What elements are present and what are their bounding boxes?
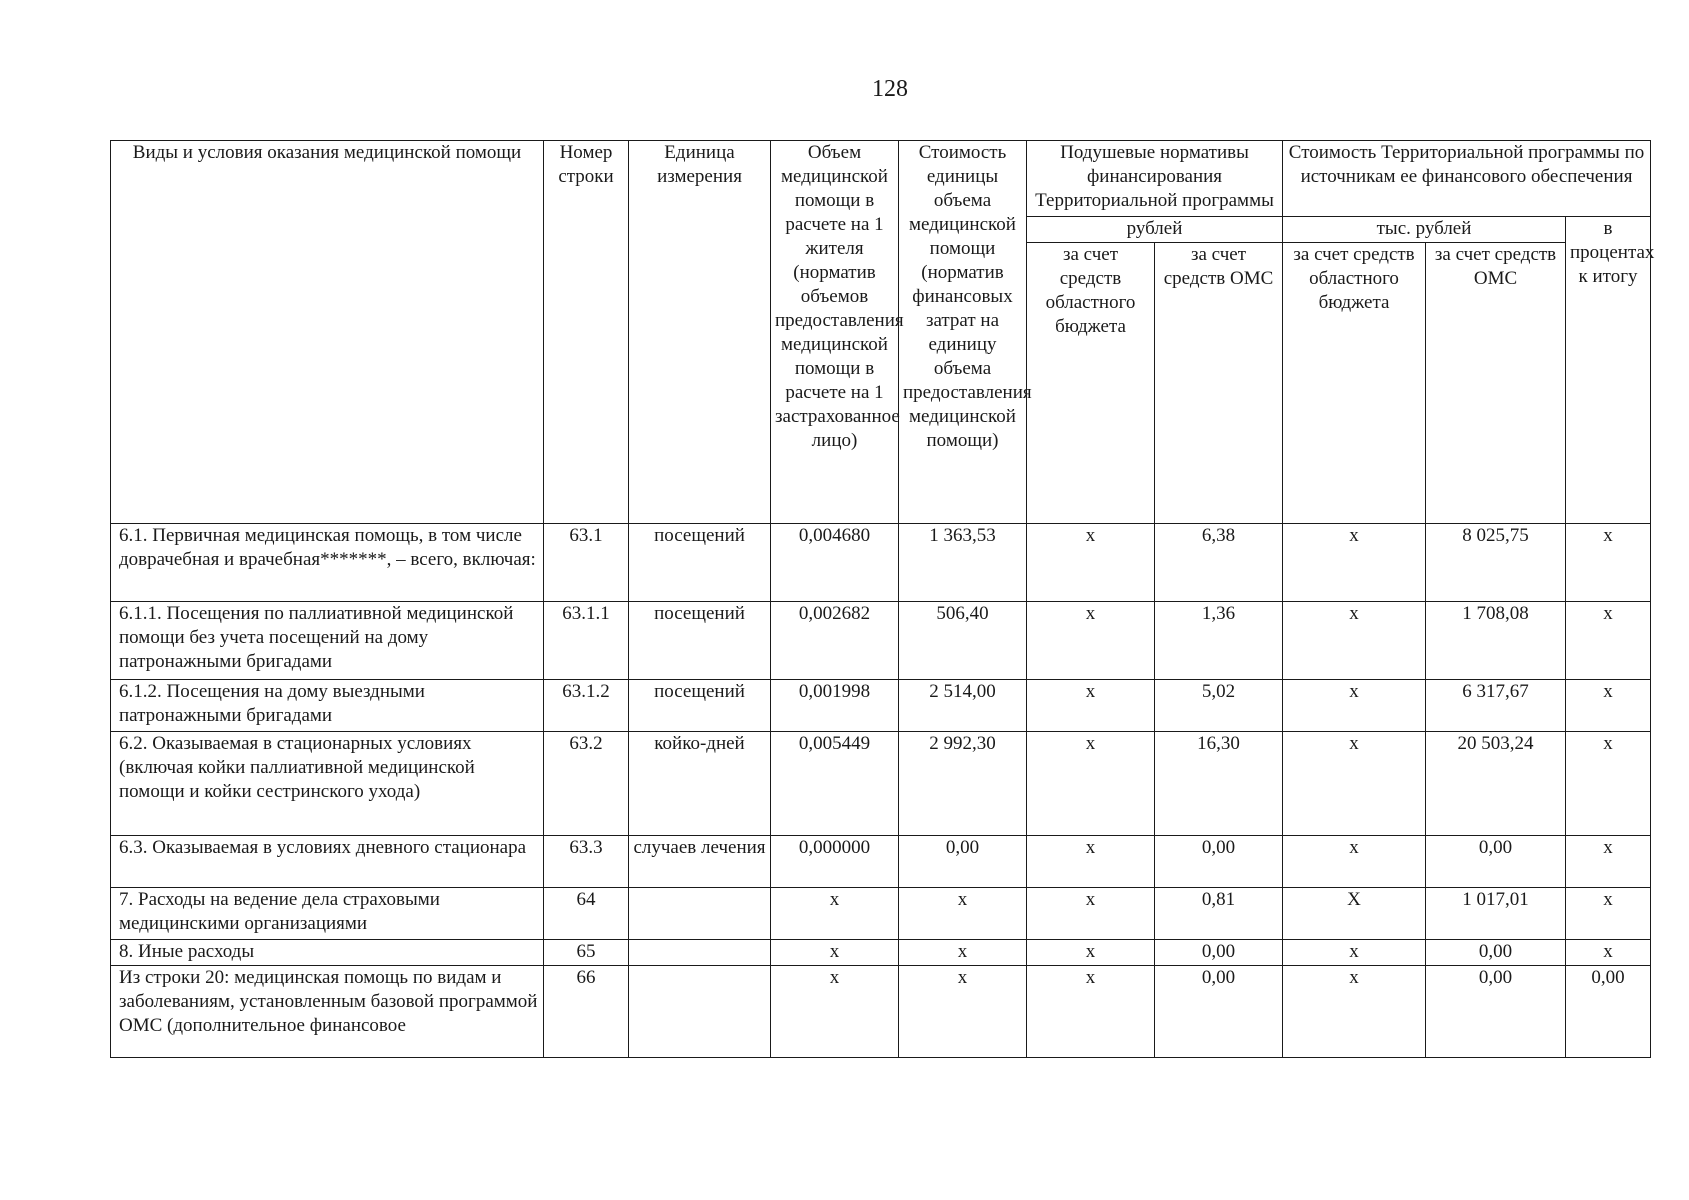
row-tot-budget: х (1283, 940, 1426, 966)
row-volume: 0,000000 (771, 836, 899, 888)
row-cost: 2 514,00 (899, 680, 1027, 732)
header-unit: Единица измерения (629, 141, 771, 524)
row-tot-budget: х (1283, 836, 1426, 888)
row-tot-budget: х (1283, 732, 1426, 836)
row-tot-oms: 8 025,75 (1426, 524, 1566, 602)
row-tot-budget: х (1283, 966, 1426, 1058)
header-tot-budget: за счет средств областного бюджета (1283, 243, 1426, 524)
row-percent: х (1566, 836, 1651, 888)
row-pc-oms: 16,30 (1155, 732, 1283, 836)
row-tot-budget: х (1283, 680, 1426, 732)
row-tot-oms: 1 017,01 (1426, 888, 1566, 940)
row-number: 64 (544, 888, 629, 940)
row-volume: 0,002682 (771, 602, 899, 680)
row-cost: х (899, 966, 1027, 1058)
row-percent: х (1566, 680, 1651, 732)
row-unit (629, 966, 771, 1058)
row-tot-oms: 6 317,67 (1426, 680, 1566, 732)
header-cost: Стоимость единицы объема медицинской помощи (норматив финансовых затрат на единицу объема предоставления медицинской помощи) (899, 141, 1027, 524)
row-pc-budget: х (1027, 732, 1155, 836)
row-volume: х (771, 940, 899, 966)
header-volume: Объем медицинской помощи в расчете на 1 жителя (норматив объемов предоставления медицинской помощи в расчете на 1 застрахованное лицо) (771, 141, 899, 524)
row-name: Из строки 20: медицинская помощь по видам и заболеваниям, установленным базовой программой ОМС (дополнительное финансовое (111, 966, 544, 1058)
row-volume: х (771, 966, 899, 1058)
row-number: 66 (544, 966, 629, 1058)
row-unit: койко-дней (629, 732, 771, 836)
row-pc-oms: 0,81 (1155, 888, 1283, 940)
header-group-percapita: Подушевые нормативы финансирования Территориальной программы (1027, 141, 1283, 217)
table-row (111, 966, 1651, 1058)
header-row-number: Номер строки (544, 141, 629, 524)
table-row (111, 602, 1651, 680)
row-pc-oms: 0,00 (1155, 836, 1283, 888)
row-number: 63.1.1 (544, 602, 629, 680)
header-pc-budget: за счет средств областного бюджета (1027, 243, 1155, 524)
table-row (111, 680, 1651, 732)
row-number: 63.3 (544, 836, 629, 888)
row-pc-budget: х (1027, 888, 1155, 940)
row-cost: х (899, 888, 1027, 940)
header-row-1 (111, 141, 1651, 217)
row-cost: 1 363,53 (899, 524, 1027, 602)
row-pc-oms: 0,00 (1155, 940, 1283, 966)
row-tot-oms: 0,00 (1426, 966, 1566, 1058)
row-unit: посещений (629, 602, 771, 680)
header-tot-oms: за счет средств ОМС (1426, 243, 1566, 524)
table-row (111, 940, 1651, 966)
row-name: 6.3. Оказываемая в условиях дневного стационара (111, 836, 544, 888)
row-unit: посещений (629, 680, 771, 732)
row-tot-budget: Х (1283, 888, 1426, 940)
row-name: 6.1.1. Посещения по паллиативной медицинской помощи без учета посещений на дому патронажными бригадами (111, 602, 544, 680)
row-pc-budget: х (1027, 680, 1155, 732)
row-pc-budget: х (1027, 602, 1155, 680)
row-percent: х (1566, 888, 1651, 940)
row-pc-budget: х (1027, 940, 1155, 966)
row-pc-oms: 6,38 (1155, 524, 1283, 602)
row-cost: 2 992,30 (899, 732, 1027, 836)
row-tot-oms: 0,00 (1426, 940, 1566, 966)
row-cost: 506,40 (899, 602, 1027, 680)
row-unit (629, 940, 771, 966)
row-name: 6.2. Оказываемая в стационарных условиях (включая койки паллиативной медицинской помощи и койки сестринского ухода) (111, 732, 544, 836)
row-pc-oms: 1,36 (1155, 602, 1283, 680)
row-percent: 0,00 (1566, 966, 1651, 1058)
table-row (111, 524, 1651, 602)
financing-table (110, 140, 1655, 1058)
row-number: 63.1.2 (544, 680, 629, 732)
row-pc-budget: х (1027, 836, 1155, 888)
row-name: 6.1.2. Посещения на дому выездными патронажными бригадами (111, 680, 544, 732)
row-name: 8. Иные расходы (111, 940, 544, 966)
row-percent: х (1566, 940, 1651, 966)
row-percent: х (1566, 732, 1651, 836)
row-tot-budget: х (1283, 602, 1426, 680)
row-tot-budget: х (1283, 524, 1426, 602)
row-volume: х (771, 888, 899, 940)
row-percent: х (1566, 602, 1651, 680)
row-cost: 0,00 (899, 836, 1027, 888)
row-name: 6.1. Первичная медицинская помощь, в том числе доврачебная и врачебная*******, – всего, включая: (111, 524, 544, 602)
table-row (111, 888, 1651, 940)
row-pc-oms: 5,02 (1155, 680, 1283, 732)
row-number: 63.2 (544, 732, 629, 836)
row-pc-budget: х (1027, 524, 1155, 602)
row-pc-oms: 0,00 (1155, 966, 1283, 1058)
row-tot-oms: 0,00 (1426, 836, 1566, 888)
table-row (111, 836, 1651, 888)
row-unit: посещений (629, 524, 771, 602)
header-pc-oms: за счет средств ОМС (1155, 243, 1283, 524)
page-number: 128 (872, 76, 908, 102)
row-tot-oms: 20 503,24 (1426, 732, 1566, 836)
header-percent: в процентах к итогу (1566, 217, 1651, 524)
row-number: 65 (544, 940, 629, 966)
header-type: Виды и условия оказания медицинской помощи (111, 141, 544, 524)
row-volume: 0,005449 (771, 732, 899, 836)
row-tot-oms: 1 708,08 (1426, 602, 1566, 680)
table-row (111, 732, 1651, 836)
row-cost: х (899, 940, 1027, 966)
row-number: 63.1 (544, 524, 629, 602)
row-unit (629, 888, 771, 940)
row-name: 7. Расходы на ведение дела страховыми медицинскими организациями (111, 888, 544, 940)
row-unit: случаев лечения (629, 836, 771, 888)
row-pc-budget: х (1027, 966, 1155, 1058)
header-unit-rub: рублей (1027, 217, 1283, 243)
row-volume: 0,001998 (771, 680, 899, 732)
header-unit-thousand-rub: тыс. рублей (1283, 217, 1566, 243)
header-group-total: Стоимость Территориальной программы по источникам ее финансового обеспечения (1283, 141, 1651, 217)
row-volume: 0,004680 (771, 524, 899, 602)
row-percent: х (1566, 524, 1651, 602)
